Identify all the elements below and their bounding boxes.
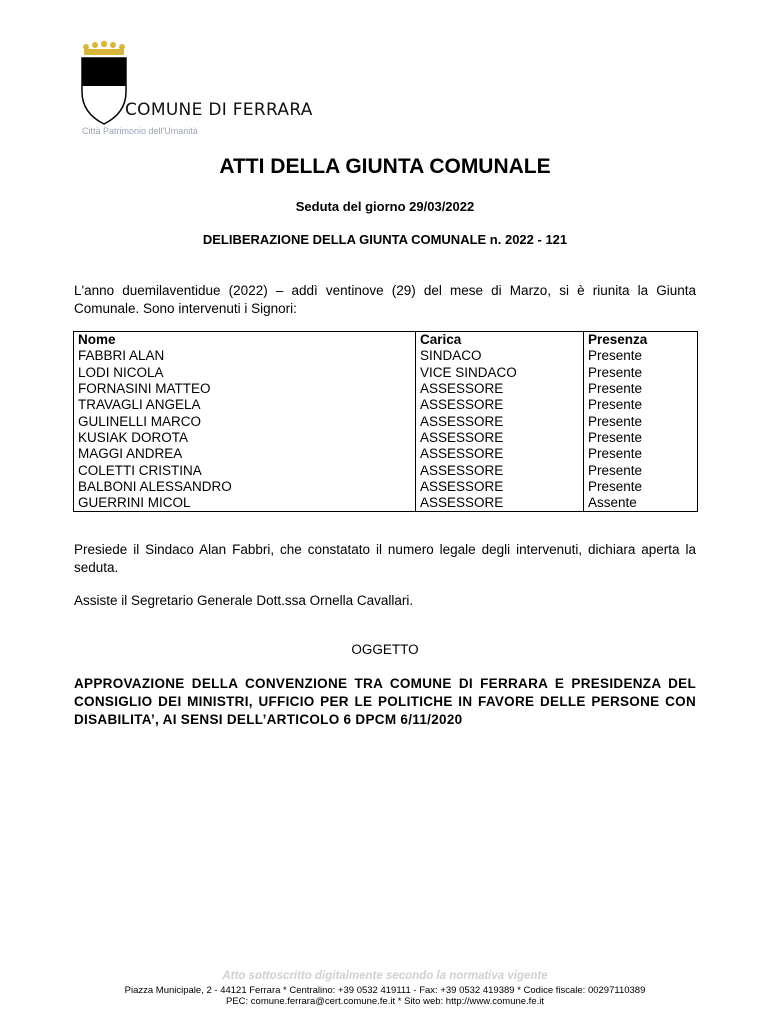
member-attendance: Presente bbox=[584, 381, 698, 397]
subject-text: APPROVAZIONE DELLA CONVENZIONE TRA COMUNE DI FERRARA E PRESIDENZA DEL CONSIGLIO DEI MINISTRI, UFFICIO PER LE POLITICHE IN FAVORE DELLE PERSONE CON DISABILITA’, AI SENSI DELL’ARTICOLO 6 DPCM 6/11/2020 bbox=[74, 676, 696, 727]
deliberation-number: DELIBERAZIONE DELLA GIUNTA COMUNALE n. 2022 - 121 bbox=[202, 232, 568, 247]
member-name: FORNASINI MATTEO bbox=[74, 381, 416, 397]
member-role: SINDACO bbox=[416, 348, 584, 364]
member-role: ASSESSORE bbox=[416, 430, 584, 446]
assists-paragraph: Assiste il Segretario Generale Dott.ssa Ornella Cavallari. bbox=[74, 593, 414, 608]
document-title: ATTI DELLA GIUNTA COMUNALE bbox=[219, 155, 551, 178]
member-attendance: Presente bbox=[584, 397, 698, 413]
member-name: MAGGI ANDREA bbox=[74, 446, 416, 462]
presides-paragraph: Presiede il Sindaco Alan Fabbri, che constatato il numero legale degli intervenuti, dichiara aperta la seduta. bbox=[74, 542, 696, 575]
table-row bbox=[74, 495, 698, 512]
header-nome: Nome bbox=[74, 332, 416, 349]
member-attendance: Presente bbox=[584, 446, 698, 462]
attendance-table bbox=[73, 331, 698, 512]
member-role: ASSESSORE bbox=[416, 381, 584, 397]
member-name: LODI NICOLA bbox=[74, 365, 416, 381]
member-name: COLETTI CRISTINA bbox=[74, 462, 416, 478]
table-row bbox=[74, 462, 698, 478]
member-role: ASSESSORE bbox=[416, 446, 584, 462]
member-role: ASSESSORE bbox=[416, 479, 584, 495]
table-row bbox=[74, 446, 698, 462]
member-name: BALBONI ALESSANDRO bbox=[74, 479, 416, 495]
intro-paragraph: L'anno duemilaventidue (2022) – addì ventinove (29) del mese di Marzo, si è riunita la Giunta Comunale. Sono intervenuti i Signori: bbox=[74, 283, 696, 316]
member-attendance: Presente bbox=[584, 348, 698, 364]
member-attendance: Presente bbox=[584, 462, 698, 478]
digital-signature-note: Atto sottoscritto digitalmente secondo la normativa vigente bbox=[222, 970, 548, 982]
table-row bbox=[74, 397, 698, 413]
municipality-logo bbox=[78, 40, 338, 140]
member-attendance: Presente bbox=[584, 479, 698, 495]
footer-contacts: PEC: comune.ferrara@cert.comune.fe.it * Sito web: http://www.comune.fe.it bbox=[226, 996, 544, 1007]
header-carica: Carica bbox=[416, 332, 584, 349]
member-attendance: Assente bbox=[584, 495, 698, 512]
table-row bbox=[74, 348, 698, 364]
member-role: ASSESSORE bbox=[416, 413, 584, 429]
member-role: ASSESSORE bbox=[416, 495, 584, 512]
table-row bbox=[74, 479, 698, 495]
member-role: VICE SINDACO bbox=[416, 365, 584, 381]
member-role: ASSESSORE bbox=[416, 462, 584, 478]
member-name: GULINELLI MARCO bbox=[74, 413, 416, 429]
member-name: FABBRI ALAN bbox=[74, 348, 416, 364]
logo-subtitle: Città Patrimonio dell'Umanità bbox=[82, 126, 198, 136]
member-attendance: Presente bbox=[584, 365, 698, 381]
table-row bbox=[74, 365, 698, 381]
session-date: Seduta del giorno 29/03/2022 bbox=[295, 199, 475, 214]
member-role: ASSESSORE bbox=[416, 397, 584, 413]
member-attendance: Presente bbox=[584, 413, 698, 429]
table-header-row bbox=[74, 332, 698, 349]
member-attendance: Presente bbox=[584, 430, 698, 446]
table-row bbox=[74, 413, 698, 429]
member-name: TRAVAGLI ANGELA bbox=[74, 397, 416, 413]
member-name: KUSIAK DOROTA bbox=[74, 430, 416, 446]
table-row bbox=[74, 381, 698, 397]
member-name: GUERRINI MICOL bbox=[74, 495, 416, 512]
footer-address: Piazza Municipale, 2 - 44121 Ferrara * Centralino: +39 0532 419111 - Fax: +39 0532 419389 * Codice fiscale: 00297110389 bbox=[124, 985, 646, 996]
header-presenza: Presenza bbox=[584, 332, 698, 349]
subject-label: OGGETTO bbox=[351, 642, 419, 657]
table-row bbox=[74, 430, 698, 446]
logo-name: COMUNE DI FERRARA bbox=[125, 100, 313, 120]
